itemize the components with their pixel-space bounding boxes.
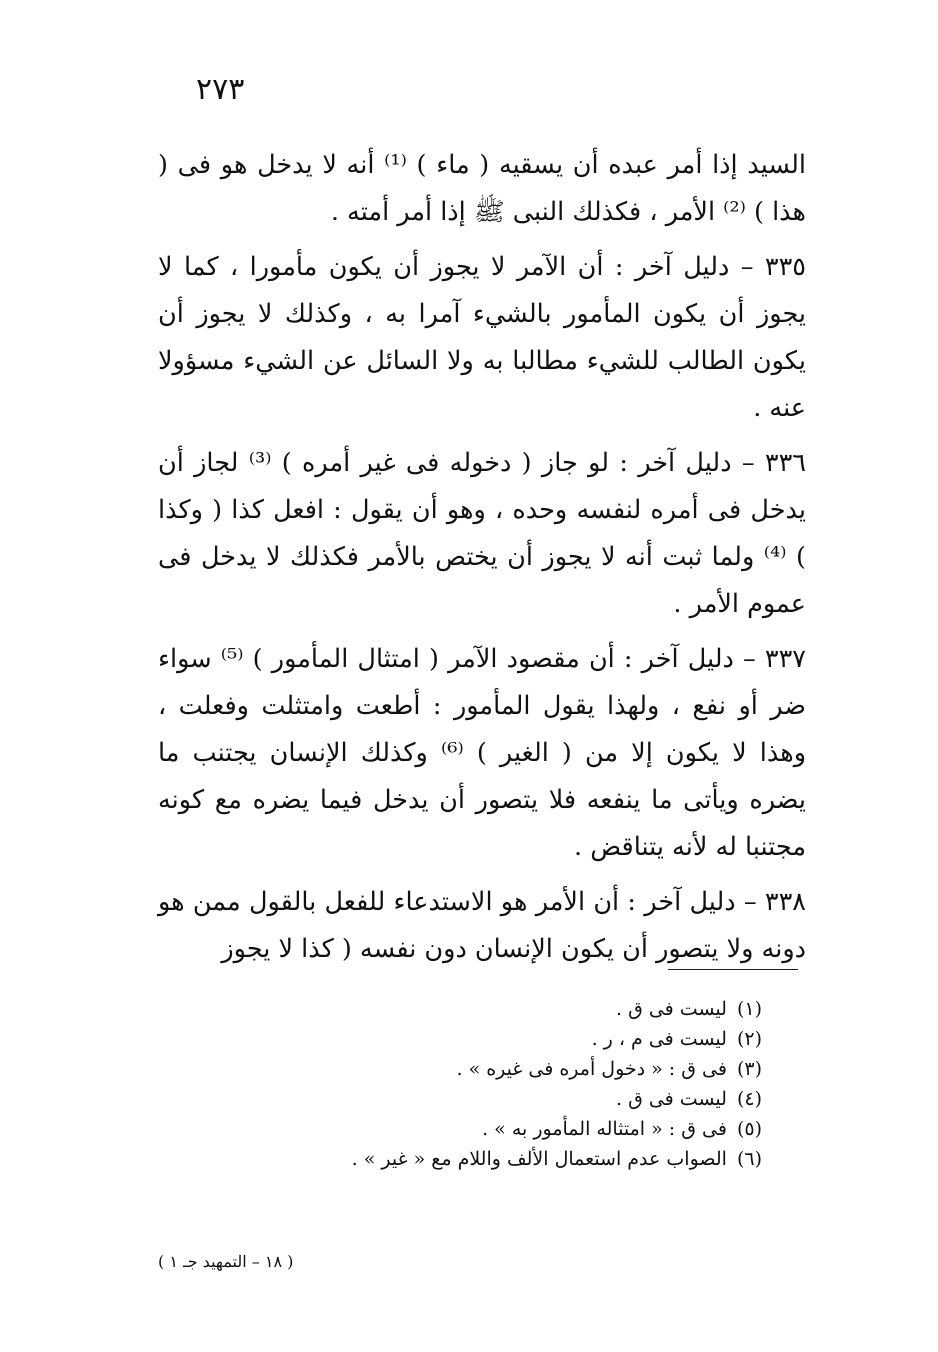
footnote-3 [240,1054,762,1084]
footnote-1 [240,994,762,1024]
footnote-text: ليست فى م ، ر . [591,1028,727,1050]
footnote-number: (٢) [736,1028,762,1050]
paragraph: السيد إذا أمر عبده أن يسقيه ( ماء ) ⁽¹⁾ أنه لا يدخل هو فى ( هذا ) ⁽²⁾ الأمر ، فكذلك النبى ﷺ إذا أمر أمته . [158,150,806,227]
footnote-number: (٦) [736,1148,762,1170]
footnote-text: ليست فى ق . [615,998,727,1020]
footnote-number: (٤) [736,1088,762,1110]
footnote-text: فى ق : « امتثاله المأمور به » . [482,1118,727,1140]
footnote-divider [668,969,798,970]
footnote-6 [240,1144,762,1174]
signature-mark: ( ١٨ – التمهيد جـ ١ ) [158,1252,294,1271]
paragraph-335: ٣٣٥ – دليل آخر : أن الآمر لا يجوز أن يكون مأمورا ، كما لا يجوز أن يكون المأمور بالشيء آمرا به ، وكذلك لا يجوز أن يكون الطالب للشيء مطالبا به ولا السائل عن الشيء مسؤولا عنه . [158,252,806,423]
footnote-text: فى ق : « دخول أمره فى غيره » . [456,1058,727,1080]
footnote-number: (١) [736,998,762,1020]
paragraph-337: ٣٣٧ – دليل آخر : أن مقصود الآمر ( امتثال المأمور ) ⁽⁵⁾ سواء ضر أو نفع ، ولهذا يقول المأمور : أطعت وامتثلت وفعلت ، وهذا لا يكون إلا من ( الغير ) ⁽⁶⁾ وكذلك الإنسان يجتنب ما يضره ويأتى ما ينفعه فلا يتصور أن يدخل فيما يضره مع كونه مجتنبا له لأنه يتناقض . [158,644,807,862]
footnote-5 [240,1114,762,1144]
footnote-number: (٥) [736,1118,762,1140]
footnote-text: الصواب عدم استعمال الألف واللام مع « غير » . [351,1148,727,1170]
paragraph-338: ٣٣٨ – دليل آخر : أن الأمر هو الاستدعاء للفعل بالقول ممن هو دونه ولا يتصور أن يكون الإنسان دون نفسه ( كذا لا يجوز [158,887,806,964]
footnote-2 [240,1024,762,1054]
footnote-text: ليست فى ق . [615,1088,727,1110]
main-text [158,142,806,981]
footnote-number: (٣) [736,1058,762,1080]
footnote-4 [240,1084,762,1114]
page-number: ٢٧٣ [196,72,245,107]
paragraph-336: ٣٣٦ – دليل آخر : لو جاز ( دخوله فى غير أمره ) ⁽³⁾ لجاز أن يدخل فى أمره لنفسه وحده ، وهو أن يقول : افعل كذا ( وكذا ) ⁽⁴⁾ ولما ثبت أنه لا يجوز أن يختص بالأمر فكذلك لا يدخل فى عموم الأمر . [158,448,806,619]
footnotes [240,994,762,1174]
